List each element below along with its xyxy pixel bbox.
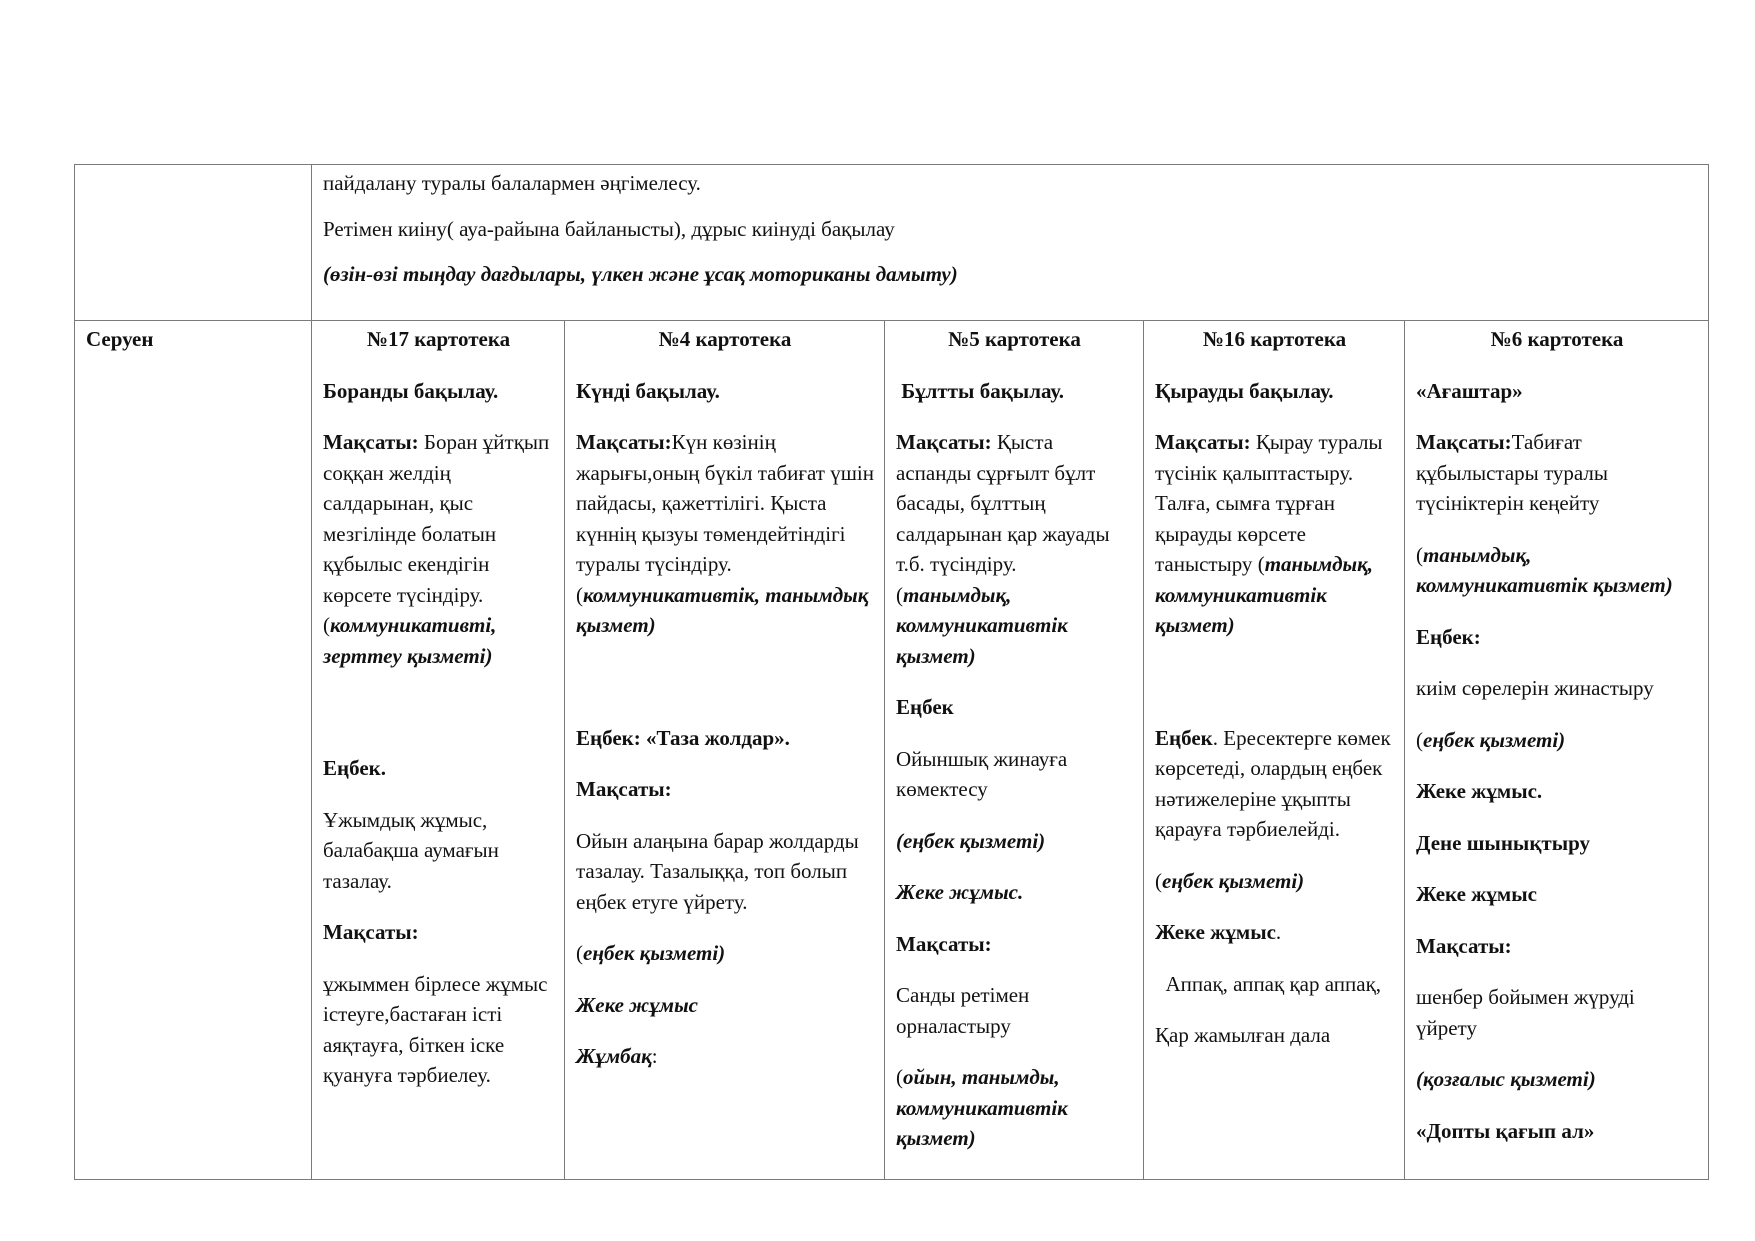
card-goal — [1155, 427, 1394, 641]
table-row-continuation — [75, 165, 1709, 321]
card-topic: Боранды бақылау. — [323, 378, 499, 403]
aim-text: ұжыммен бірлесе жұмыс істеуге,бастаған істі аяқтауға, біткен іске қуануға тәрбиелеу. — [323, 971, 548, 1087]
walk-cell-17 — [312, 321, 565, 1180]
goal-label: Мақсаты: — [1416, 430, 1512, 454]
card-goal — [896, 427, 1133, 671]
row-label-cell-empty — [75, 165, 312, 321]
walk-cell-5 — [885, 321, 1144, 1180]
continuation-line-1: пайдалану туралы балалармен әңгімелесу. — [323, 171, 701, 195]
game-name: «Допты қағып ал» — [1416, 1118, 1595, 1143]
aim-label: Мақсаты: — [1416, 933, 1512, 958]
walk-cell-16 — [1144, 321, 1405, 1180]
spacer — [1155, 641, 1394, 723]
individual-work: Жеке жұмыс. — [896, 880, 1024, 904]
goal-label: Мақсаты: — [323, 430, 419, 454]
aim-label: Мақсаты: — [323, 920, 419, 944]
paren: ( — [1416, 542, 1423, 567]
activity-note — [1155, 866, 1394, 897]
goal-activity: танымдық, коммуникативтік қызмет) — [1416, 542, 1673, 597]
continuation-line-3: (өзін-өзі тыңдау дағдылары, үлкен және ұсақ моториканы дамыту) — [323, 262, 958, 286]
work-label: Еңбек — [896, 695, 954, 719]
card-goal — [576, 427, 874, 641]
individual-work-2: Жеке жұмыс — [1416, 882, 1537, 906]
goal-text: Қырау туралы түсінік қалыптастыру. Талға, сымға тұрған қырауды көрсете таныстыру — [1155, 430, 1383, 576]
activity-note: (еңбек қызметі) — [896, 828, 1046, 853]
paren: ( — [1416, 727, 1423, 752]
paren: ( — [1257, 552, 1265, 576]
game-note — [896, 1062, 1133, 1154]
card-topic: Күнді бақылау. — [576, 378, 720, 403]
goal-activity: танымдық, коммуникативтік қызмет) — [1155, 552, 1374, 637]
row-label-cell — [75, 321, 312, 1180]
goal-label: Мақсаты: — [576, 430, 672, 454]
card-topic: Бұлтты бақылау. — [896, 378, 1065, 403]
daily-plan-table — [74, 164, 1709, 1180]
work-text: Ұжымдық жұмыс, балабақша аумағын тазалау. — [323, 807, 499, 893]
work-label: Еңбек: — [1416, 624, 1481, 649]
continuation-line-2: Ретімен киіну( ауа-райына байланысты), дұрыс киінуді бақылау — [323, 216, 895, 241]
card-topic: Қырауды бақылау. — [1155, 378, 1334, 403]
goal-text: Боран ұйтқып соққан желдің салдарынан, қыс мезгілінде болатын құбылыс екендігін көрсете түсіндіру. ( — [323, 430, 550, 637]
aim-text: Санды ретімен орналастыру — [896, 983, 1030, 1038]
work-label: Еңбек. — [323, 756, 386, 780]
paren: ( — [576, 941, 583, 965]
move-activity: (қозғалыс қызметі) — [1416, 1067, 1596, 1091]
continuation-cell — [312, 165, 1709, 321]
goal-activity: танымдық, коммуникативтік қызмет) — [896, 582, 1068, 668]
individual-work-1: Жеке жұмыс. — [1416, 779, 1543, 803]
goal-text: Күн көзінің жарығы,оның бүкіл табиғат үшін пайдасы, қажеттілігі. Қыста күннің қызуы төмендейтіндігі туралы түсіндіру. ( — [576, 430, 874, 607]
card-title: №4 картотека — [658, 327, 792, 351]
activity-note — [576, 938, 874, 969]
paren: ( — [1155, 868, 1162, 893]
card-title: №16 картотека — [1202, 327, 1347, 351]
row-label-walk: Серуен — [86, 327, 154, 351]
walk-cell-4 — [565, 321, 885, 1180]
riddle — [576, 1041, 874, 1072]
tempering: Дене шынықтыру — [1416, 830, 1591, 855]
card-title: №6 картотека — [1490, 327, 1624, 351]
paren: ( — [896, 1065, 903, 1089]
activity-text: еңбек қызметі) — [583, 941, 726, 965]
card-topic: «Ағаштар» — [1416, 378, 1523, 403]
card-title: №5 картотека — [948, 327, 1081, 351]
activity-text: еңбек қызметі) — [1162, 868, 1305, 893]
walk-cell-6 — [1405, 321, 1709, 1180]
individual-label: Жеке жұмыс — [1155, 920, 1276, 944]
individual-dot: . — [1275, 920, 1282, 944]
goal-activity-note — [1416, 540, 1698, 601]
goal-text: Қыста аспанды сұрғылт бұлт басады, бұлттың салдарынан қар жауады т.б. түсіндіру. ( — [896, 430, 1110, 607]
activity-note — [1416, 725, 1698, 756]
game-activity: ойын, танымды, коммуникативтік қызмет) — [896, 1065, 1068, 1150]
table-row-walk — [75, 321, 1709, 1180]
aim-text: шенбер бойымен жүруді үйрету — [1416, 985, 1635, 1040]
goal-label: Мақсаты: — [896, 430, 992, 454]
aim-text: Ойын алаңына барар жолдарды тазалау. Тазалыққа, топ болып еңбек етуге үйрету. — [576, 828, 859, 914]
card-title: №17 картотека — [366, 327, 511, 351]
activity-text: еңбек қызметі) — [1423, 727, 1566, 752]
card-goal — [1416, 427, 1698, 519]
goal-text: Табиғат құбылыстары туралы түсініктерін кеңейту — [1416, 430, 1609, 515]
work-text: Ойыншық жинауға көмектесу — [896, 746, 1068, 801]
spacer — [323, 671, 554, 753]
spacer — [576, 641, 874, 723]
work-text: киім сөрелерін жинастыру — [1416, 676, 1654, 700]
poem-line-1: Аппақ, аппақ қар аппақ, — [1155, 971, 1382, 996]
work-label: Еңбек: «Таза жолдар». — [576, 725, 790, 750]
goal-label: Мақсаты: — [1155, 430, 1251, 454]
riddle-label: Жұмбақ — [576, 1044, 652, 1068]
work-text: . Ересектерге көмек көрсетеді, олардың еңбек нәтижелеріне ұқыпты қарауға тәрбиелейді. — [1155, 725, 1391, 841]
individual-work: Жеке жұмыс — [576, 992, 698, 1017]
work-note — [1155, 723, 1394, 845]
aim-label: Мақсаты: — [576, 777, 672, 801]
work-label: Еңбек — [1155, 725, 1213, 750]
card-goal — [323, 427, 554, 671]
individual-work — [1155, 917, 1394, 948]
aim-label: Мақсаты: — [896, 931, 992, 956]
riddle-colon: : — [651, 1044, 658, 1068]
goal-activity: коммуникативтік, танымдық қызмет) — [576, 582, 869, 637]
goal-activity: коммуникативті, зерттеу қызметі) — [323, 613, 497, 668]
poem-line-2: Қар жамылған дала — [1155, 1023, 1331, 1047]
